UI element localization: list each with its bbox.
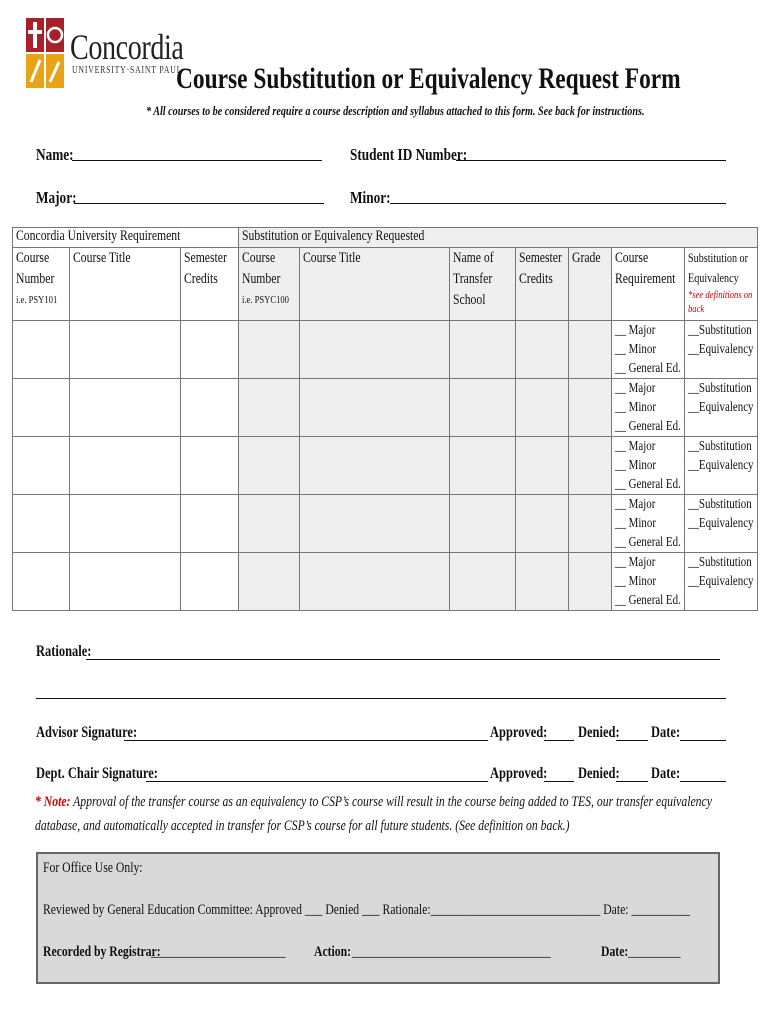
- sub-eq-options[interactable]: __Substitution __Equivalency: [685, 553, 758, 611]
- chair-denied: Denied:: [578, 765, 620, 782]
- cell[interactable]: [516, 495, 569, 553]
- chair-date-line[interactable]: [680, 781, 726, 782]
- table-row: [13, 321, 758, 379]
- rationale-line-2[interactable]: [36, 698, 726, 699]
- transfer-school-header: Name of Transfer School: [450, 248, 516, 321]
- cell[interactable]: [181, 437, 239, 495]
- cell[interactable]: [300, 495, 450, 553]
- cu-course-title-header: Course Title: [69, 248, 180, 321]
- rationale-line[interactable]: [86, 659, 720, 660]
- action-line[interactable]: __________________________________: [352, 944, 551, 960]
- cell[interactable]: [450, 437, 516, 495]
- tr-course-number-header: Course Number i.e. PSYC100: [238, 248, 300, 321]
- cell[interactable]: [238, 437, 300, 495]
- advisor-approved: Approved:: [490, 724, 548, 741]
- cu-credits-header: Semester Credits: [181, 248, 239, 321]
- course-table: [12, 227, 758, 611]
- cell[interactable]: [568, 321, 612, 379]
- advisor-denied: Denied:: [578, 724, 620, 741]
- cell[interactable]: [238, 321, 300, 379]
- requirement-options[interactable]: __ Major __ Minor __ General Ed.: [612, 379, 685, 437]
- note-prefix: * Note:: [35, 794, 71, 810]
- cell[interactable]: [13, 437, 70, 495]
- requirement-options[interactable]: __ Major __ Minor __ General Ed.: [612, 321, 685, 379]
- table-row: [13, 553, 758, 611]
- cell[interactable]: [568, 495, 612, 553]
- chair-denied-line[interactable]: [616, 781, 648, 782]
- requirement-options[interactable]: __ Major __ Minor __ General Ed.: [612, 495, 685, 553]
- minor-line: [390, 189, 726, 204]
- sub-eq-options[interactable]: __Substitution __Equivalency: [685, 321, 758, 379]
- cell[interactable]: [300, 321, 450, 379]
- registrar-name-line[interactable]: _______________________: [151, 944, 286, 960]
- cell[interactable]: [238, 379, 300, 437]
- table-row: [13, 437, 758, 495]
- logo-wordmark: Concordia: [70, 27, 184, 67]
- form-title: Course Substitution or Equivalency Request Form: [176, 62, 681, 95]
- cell[interactable]: [69, 379, 180, 437]
- cell[interactable]: [300, 553, 450, 611]
- chair-signature-line[interactable]: [146, 781, 488, 782]
- grade-header: Grade: [568, 248, 612, 321]
- office-use-title: For Office Use Only:: [43, 860, 143, 876]
- substitution-header: Substitution or Equivalency Requested: [238, 228, 757, 248]
- cell[interactable]: [300, 379, 450, 437]
- cell[interactable]: [450, 321, 516, 379]
- cell[interactable]: [450, 495, 516, 553]
- advisor-date-line[interactable]: [680, 740, 726, 741]
- cell[interactable]: [13, 553, 70, 611]
- cell[interactable]: [516, 553, 569, 611]
- registrar-record-line[interactable]: Recorded by Registrar:: [43, 944, 161, 960]
- cell[interactable]: [568, 437, 612, 495]
- major-field[interactable]: Major:: [36, 188, 77, 207]
- cell[interactable]: [69, 437, 180, 495]
- cell[interactable]: [181, 321, 239, 379]
- requirement-options[interactable]: __ Major __ Minor __ General Ed.: [612, 553, 685, 611]
- logo-subtitle: UNIVERSITY·SAINT PAUL: [72, 65, 183, 76]
- student-id-field[interactable]: Student ID Number:: [350, 145, 468, 164]
- office-use-box: [36, 852, 720, 984]
- cell[interactable]: [450, 553, 516, 611]
- table-row: [13, 495, 758, 553]
- chair-approved-line[interactable]: [544, 781, 574, 782]
- chair-date: Date:: [651, 765, 681, 782]
- cell[interactable]: [450, 379, 516, 437]
- cell[interactable]: [516, 321, 569, 379]
- advisor-signature-line[interactable]: [124, 740, 488, 741]
- cell[interactable]: [238, 495, 300, 553]
- cell[interactable]: [568, 379, 612, 437]
- office-date-line[interactable]: _________: [628, 944, 681, 960]
- cell[interactable]: [69, 321, 180, 379]
- sub-eq-header: Substitution or Equivalency *see definitions on back: [685, 248, 758, 321]
- sub-eq-options[interactable]: __Substitution __Equivalency: [685, 495, 758, 553]
- approval-note: [35, 790, 765, 838]
- minor-field[interactable]: Minor:: [350, 188, 391, 207]
- chair-signature-label: Dept. Chair Signature:: [36, 765, 158, 782]
- cell[interactable]: [13, 321, 70, 379]
- cell[interactable]: [181, 553, 239, 611]
- note-text: Approval of the transfer course as an equivalency to CSP’s course will result in the course being added to TES, our transfer equivalency database, and automatically accepted in transfer for CSP’s course for all future students. (See definition on back.): [35, 794, 712, 834]
- requirement-header: Course Requirement: [612, 248, 685, 321]
- cu-requirement-header: Concordia University Requirement: [13, 228, 239, 248]
- cell[interactable]: [516, 379, 569, 437]
- requirement-options[interactable]: __ Major __ Minor __ General Ed.: [612, 437, 685, 495]
- tr-credits-header: Semester Credits: [516, 248, 569, 321]
- concordia-logo-icon: [26, 18, 64, 88]
- office-date-label: Date:: [601, 944, 629, 960]
- cell[interactable]: [568, 553, 612, 611]
- rationale-label: Rationale:: [36, 643, 92, 660]
- cell[interactable]: [300, 437, 450, 495]
- advisor-denied-line[interactable]: [616, 740, 648, 741]
- tr-course-title-header: Course Title: [300, 248, 450, 321]
- cu-course-number-header: Course Number i.e. PSY101: [13, 248, 70, 321]
- cell[interactable]: [69, 495, 180, 553]
- advisor-approved-line[interactable]: [544, 740, 574, 741]
- sub-eq-options[interactable]: __Substitution __Equivalency: [685, 379, 758, 437]
- advisor-date: Date:: [651, 724, 681, 741]
- cell[interactable]: [181, 379, 239, 437]
- cell[interactable]: [181, 495, 239, 553]
- chair-approved: Approved:: [490, 765, 548, 782]
- cell[interactable]: [13, 495, 70, 553]
- advisor-signature-label: Advisor Signature:: [36, 724, 138, 741]
- sub-eq-options[interactable]: __Substitution __Equivalency: [685, 437, 758, 495]
- cell[interactable]: [238, 553, 300, 611]
- major-line: [74, 189, 324, 204]
- gen-ed-review-line[interactable]: Reviewed by General Education Committee: Approved ___ Denied ___ Rationale:_____________________________ Date: __________: [43, 902, 690, 918]
- table-row: [13, 379, 758, 437]
- student-id-line: [456, 146, 726, 161]
- name-field[interactable]: Name:: [36, 145, 74, 164]
- cell[interactable]: [69, 553, 180, 611]
- cell[interactable]: [516, 437, 569, 495]
- name-line: [72, 146, 322, 161]
- action-label: Action:: [314, 944, 352, 960]
- cell[interactable]: [13, 379, 70, 437]
- form-subtitle: * All courses to be considered require a course description and syllabus attached to this form. See back for instructions.: [146, 103, 645, 118]
